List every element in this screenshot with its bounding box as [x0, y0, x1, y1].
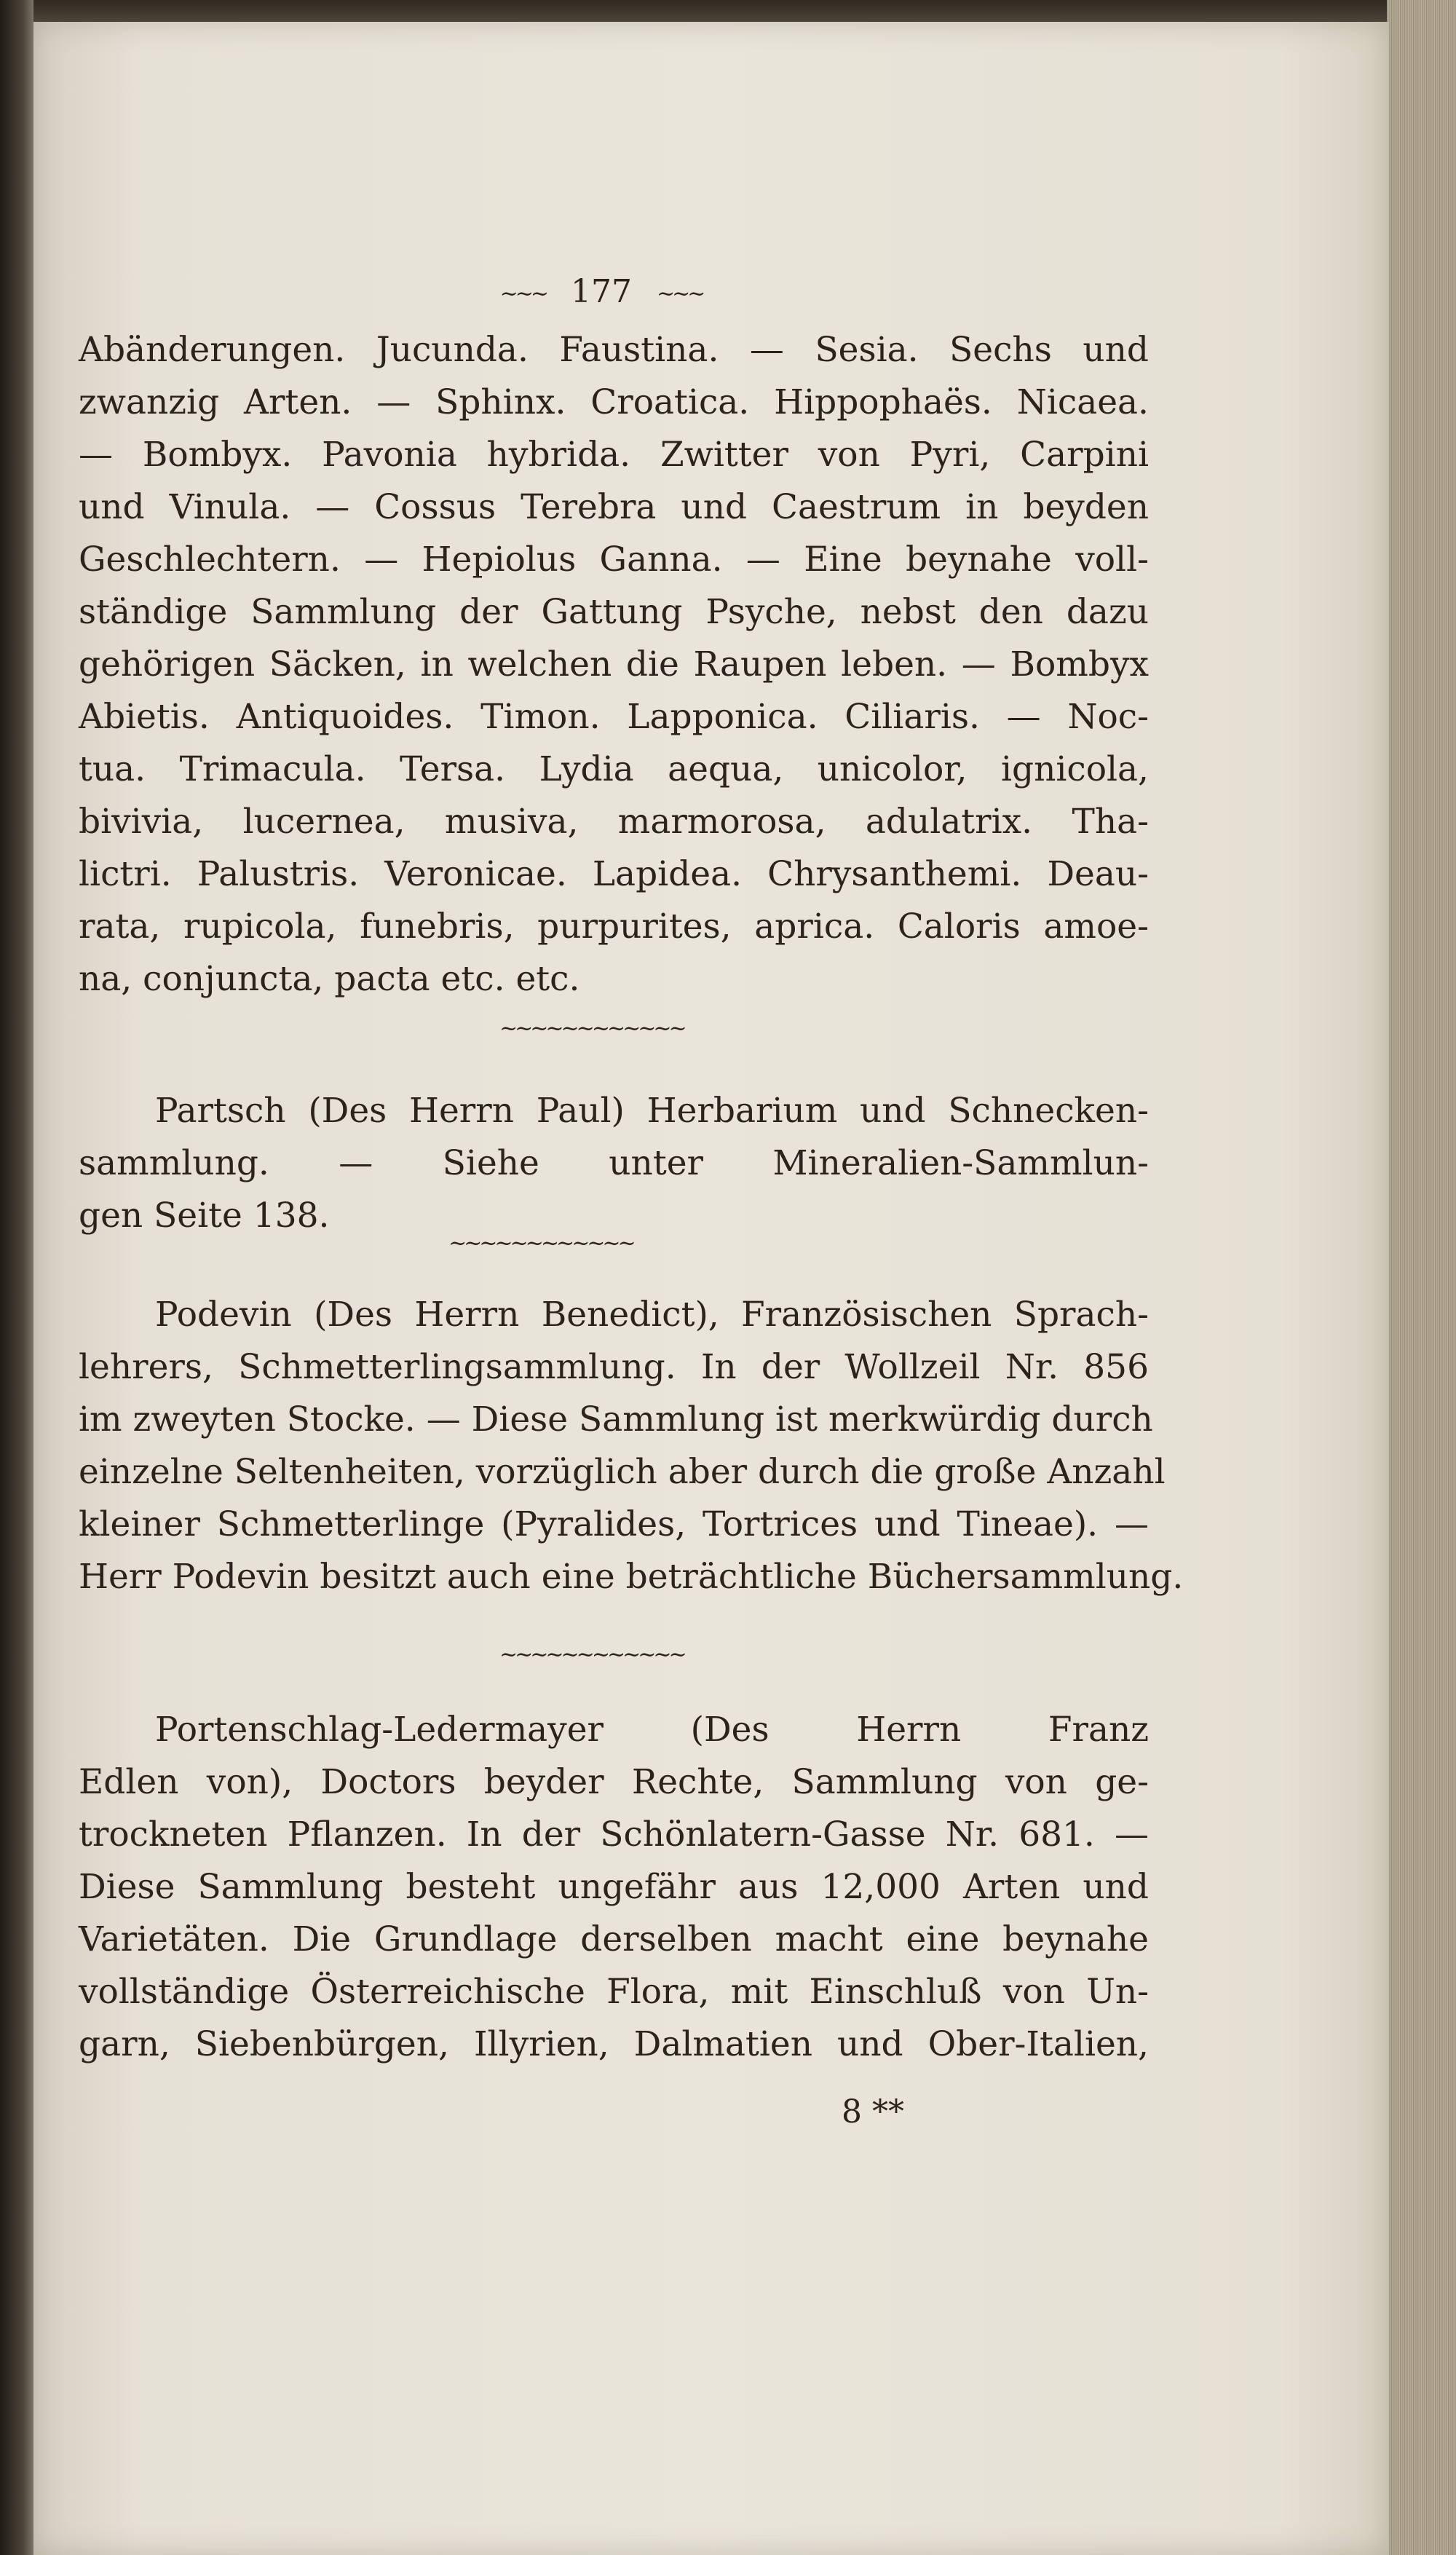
text-line: kleiner Schmetterlinge (Pyralides, Tortrices und Tineae). —: [79, 1504, 1149, 1544]
text-line: Diese Sammlung besteht ungefähr aus 12,000 Arten und: [79, 1867, 1149, 1907]
signature-mark: 8 **: [842, 2093, 904, 2131]
section-separator: ~~~~~~~~~~~~: [499, 1642, 684, 1667]
text-line: Abänderungen. Jucunda. Faustina. — Sesia. Sechs und: [79, 330, 1149, 370]
page-paper: [33, 22, 1389, 2555]
text-line: gehörigen Säcken, in welchen die Raupen leben. — Bombyx: [79, 644, 1149, 684]
text-line: gen Seite 138.: [79, 1196, 330, 1236]
text-line: lictri. Palustris. Veronicae. Lapidea. Chrysanthemi. Deau-: [79, 854, 1149, 894]
text-line: Varietäten. Die Grundlage derselben macht eine beynahe: [79, 1919, 1149, 1959]
entry-partsch: [79, 1085, 1149, 1242]
book-spine-shadow: [0, 0, 33, 2555]
text-line: sammlung. — Siehe unter Mineralien-Sammlun-: [79, 1143, 1149, 1183]
text-line: garn, Siebenbürgen, Illyrien, Dalmatien und Ober-Italien,: [79, 2024, 1149, 2064]
text-line: bivivia, lucernea, musiva, marmorosa, adulatrix. Tha-: [79, 802, 1149, 842]
header-ornament-right: ~~~: [656, 281, 703, 307]
text-line: — Bombyx. Pavonia hybrida. Zwitter von Pyri, Carpini: [79, 435, 1149, 475]
text-line: zwanzig Arten. — Sphinx. Croatica. Hippophaës. Nicaea.: [79, 382, 1149, 422]
text-line: na, conjuncta, pacta etc. etc.: [79, 959, 580, 999]
text-line: Podevin (Des Herrn Benedict), Französischen Sprach-: [155, 1295, 1149, 1335]
text-line: Partsch (Des Herrn Paul) Herbarium und Schnecken-: [155, 1091, 1149, 1131]
header-ornament-left: ~~~: [499, 281, 546, 307]
page-header: [412, 273, 791, 310]
book-fore-edge: [1387, 0, 1456, 2555]
text-line: Portenschlag-Ledermayer (Des Herrn Franz: [155, 1710, 1149, 1750]
text-line: trockneten Pflanzen. In der Schönlatern-Gasse Nr. 681. —: [79, 1814, 1149, 1855]
section-separator: ~~~~~~~~~~~~: [499, 1016, 684, 1041]
text-line: einzelne Seltenheiten, vorzüglich aber durch die große Anzahl: [79, 1452, 1166, 1492]
text-line: und Vinula. — Cossus Terebra und Caestrum in beyden: [79, 487, 1149, 527]
text-line: Herr Podevin besitzt auch eine beträchtliche Büchersammlung.: [79, 1557, 1184, 1597]
text-line: Geschlechtern. — Hepiolus Ganna. — Eine beynahe voll-: [79, 540, 1149, 580]
text-line: rata, rupicola, funebris, purpurites, aprica. Caloris amoe-: [79, 907, 1149, 947]
text-line: Abietis. Antiquoides. Timon. Lapponica. Ciliaris. — Noc-: [79, 697, 1149, 737]
text-line: im zweyten Stocke. — Diese Sammlung ist merkwürdig durch: [79, 1399, 1153, 1440]
entry-continuation: [79, 324, 1149, 1006]
page-number: 177: [571, 273, 632, 310]
text-line: vollständige Österreichische Flora, mit Einschluß von Un-: [79, 1972, 1149, 2012]
book-top-edge: [0, 0, 1456, 22]
section-separator: ~~~~~~~~~~~~: [448, 1231, 633, 1256]
text-line: lehrers, Schmetterlingsammlung. In der Wollzeil Nr. 856: [79, 1347, 1149, 1387]
text-line: Edlen von), Doctors beyder Rechte, Sammlung von ge-: [79, 1762, 1149, 1802]
text-line: tua. Trimacula. Tersa. Lydia aequa, unicolor, ignicola,: [79, 749, 1149, 789]
text-line: ständige Sammlung der Gattung Psyche, nebst den dazu: [79, 592, 1149, 632]
entry-podevin: [79, 1289, 1184, 1603]
entry-portenschlag: [79, 1704, 1149, 2071]
